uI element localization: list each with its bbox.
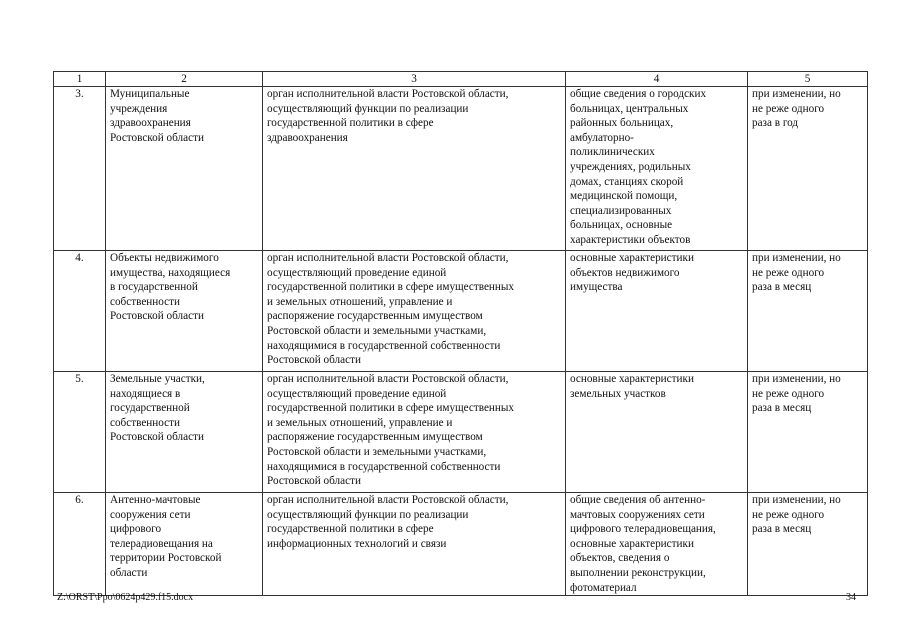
info-cell: общие сведения о городских больницах, центральных районных больницах, амбулаторно- поликлинических учреждениях, родильных домах, станциях скорой медицинской помощи, специализированных больницах, основные характеристики объектов	[566, 87, 748, 251]
info-cell: основные характеристики объектов недвижимого имущества	[566, 251, 748, 372]
info-cell: общие сведения об антенно- мачтовых сооружениях сети цифрового телерадиовещания, основные характеристики объектов, сведения о выполнении реконструкции, фотоматериал	[566, 493, 748, 596]
object-cell: Антенно-мачтовые сооружения сети цифрового телерадиовещания на территории Ростовской области	[106, 493, 263, 596]
authority-cell: орган исполнительной власти Ростовской области, осуществляющий функции по реализации государственной политики в сфере информационных технологий и связи	[263, 493, 566, 596]
info-cell: основные характеристики земельных участков	[566, 372, 748, 493]
column-object-header: 2	[106, 72, 263, 87]
row-number: 5.	[54, 372, 106, 493]
authority-cell: орган исполнительной власти Ростовской области, осуществляющий проведение единой государственной политики в сфере имущественных и земельных отношений, управление и распоряжение государственным имуществом Ростовской области и земельными участками, находящимися в государственной собственности Ростовской области	[263, 372, 566, 493]
period-cell: при изменении, но не реже одного раза в год	[748, 87, 868, 251]
column-info-header: 4	[566, 72, 748, 87]
document-table	[53, 71, 868, 596]
footer-file-path: Z:\ORST\Ppo\0624p429.f15.docx	[57, 592, 194, 603]
table-row	[54, 87, 868, 251]
table-row	[54, 372, 868, 493]
column-number-header: 1	[54, 72, 106, 87]
row-number: 3.	[54, 87, 106, 251]
object-cell: Муниципальные учреждения здравоохранения Ростовской области	[106, 87, 263, 251]
row-number: 6.	[54, 493, 106, 596]
table-row	[54, 251, 868, 372]
period-cell: при изменении, но не реже одного раза в месяц	[748, 372, 868, 493]
authority-cell: орган исполнительной власти Ростовской области, осуществляющий проведение единой государственной политики в сфере имущественных и земельных отношений, управление и распоряжение государственным имуществом Ростовской области и земельными участками, находящимися в государственной собственности Ростовской области	[263, 251, 566, 372]
page-number: 34	[846, 592, 856, 603]
period-cell: при изменении, но не реже одного раза в месяц	[748, 493, 868, 596]
object-cell: Объекты недвижимого имущества, находящиеся в государственной собственности Ростовской области	[106, 251, 263, 372]
table-row	[54, 493, 868, 596]
authority-cell: орган исполнительной власти Ростовской области, осуществляющий функции по реализации государственной политики в сфере здравоохранения	[263, 87, 566, 251]
object-cell: Земельные участки, находящиеся в государственной собственности Ростовской области	[106, 372, 263, 493]
table-header-row	[54, 72, 868, 87]
row-number: 4.	[54, 251, 106, 372]
column-authority-header: 3	[263, 72, 566, 87]
period-cell: при изменении, но не реже одного раза в месяц	[748, 251, 868, 372]
column-period-header: 5	[748, 72, 868, 87]
